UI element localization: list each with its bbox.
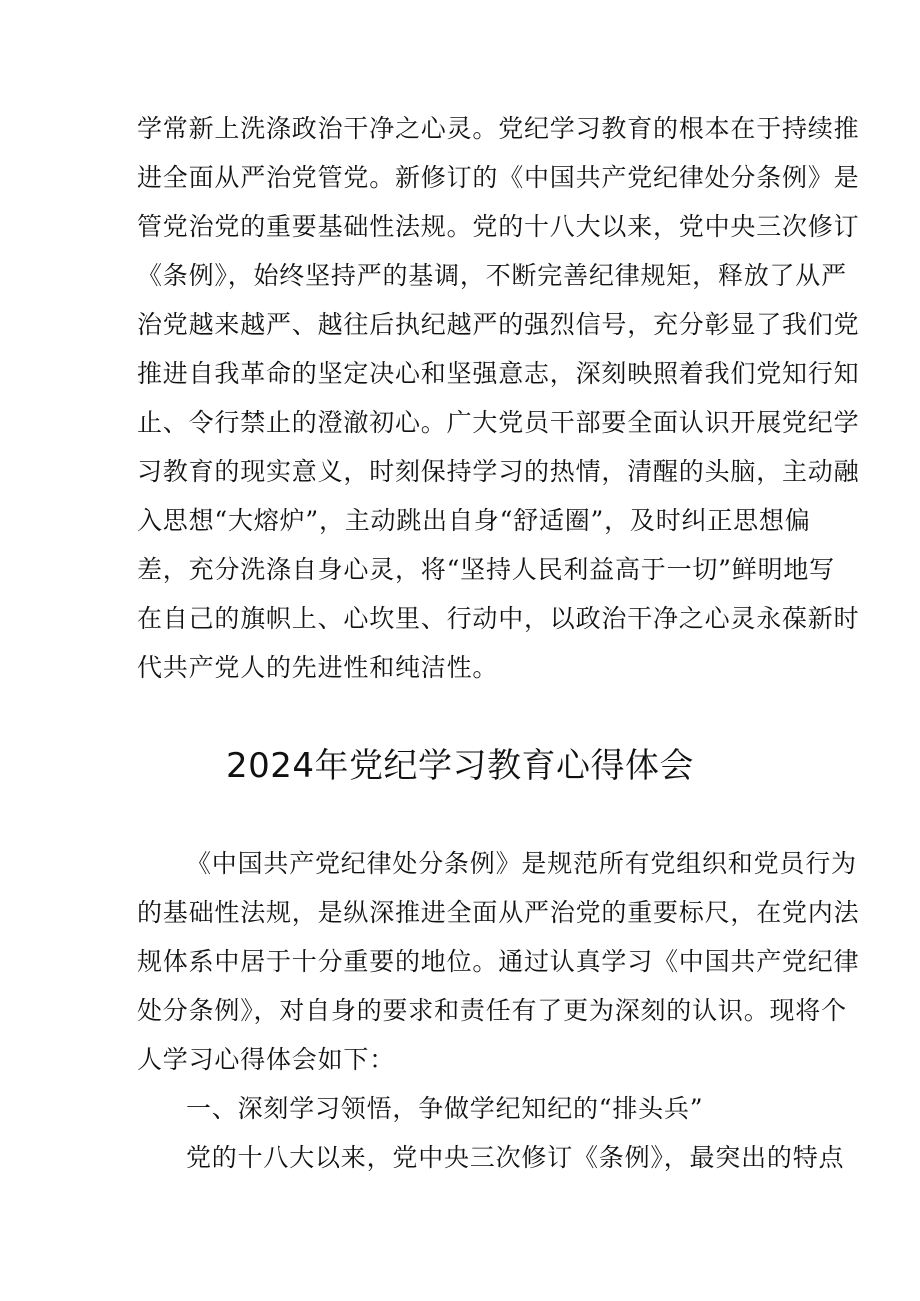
paragraph-line: 代共产党人的先进性和纯洁性。 <box>137 653 499 682</box>
paragraph-line: 在自己的旗帜上、心坎里、行动中，以政治干净之心灵永葆新时 <box>137 604 860 633</box>
paragraph-line: 人学习心得体会如下： <box>137 1045 396 1074</box>
paragraph-line: 止、令行禁止的澄澈初心。广大党员干部要全面认识开展党纪学 <box>137 408 860 437</box>
paragraph-line: 规体系中居于十分重要的地位。通过认真学习《中国共产党纪律 <box>137 947 860 976</box>
paragraph-line: 党的十八大以来，党中央三次修订《条例》，最突出的特点 <box>186 1143 845 1172</box>
paragraph-line: 《中国共产党纪律处分条例》是规范所有党组织和党员行为 <box>186 849 857 878</box>
paragraph-line: 《条例》，始终坚持严的基调，不断完善纪律规矩，释放了从严 <box>137 261 847 290</box>
paragraph-line: 治党越来越严、越往后执纪越严的强烈信号，充分彰显了我们党 <box>137 310 860 339</box>
paragraph-line: 入思想“大熔炉”，主动跳出自身“舒适圈”，及时纠正思想偏 <box>137 506 811 535</box>
document-title: 2024年党纪学习教育心得体会 <box>225 746 695 786</box>
paragraph-line: 学常新上洗涤政治干净之心灵。党纪学习教育的根本在于持续推 <box>137 114 860 143</box>
paragraph-line: 差，充分洗涤自身心灵，将“坚持人民利益高于一切”鲜明地写 <box>137 555 835 584</box>
paragraph-line: 处分条例》，对自身的要求和责任有了更为深刻的认识。现将个 <box>137 996 847 1025</box>
paragraph-line: 进全面从严治党管党。新修订的《中国共产党纪律处分条例》是 <box>137 163 860 192</box>
paragraph-line: 管党治党的重要基础性法规。党的十八大以来，党中央三次修订 <box>137 212 860 241</box>
paragraph-line: 推进自我革命的坚定决心和坚强意志，深刻映照着我们党知行知 <box>137 359 860 388</box>
paragraph-line: 的基础性法规，是纵深推进全面从严治党的重要标尺，在党内法 <box>137 898 860 927</box>
section-heading: 一、深刻学习领悟，争做学纪知纪的“排头兵” <box>186 1094 704 1123</box>
paragraph-line: 习教育的现实意义，时刻保持学习的热情，清醒的头脑，主动融 <box>137 457 860 486</box>
